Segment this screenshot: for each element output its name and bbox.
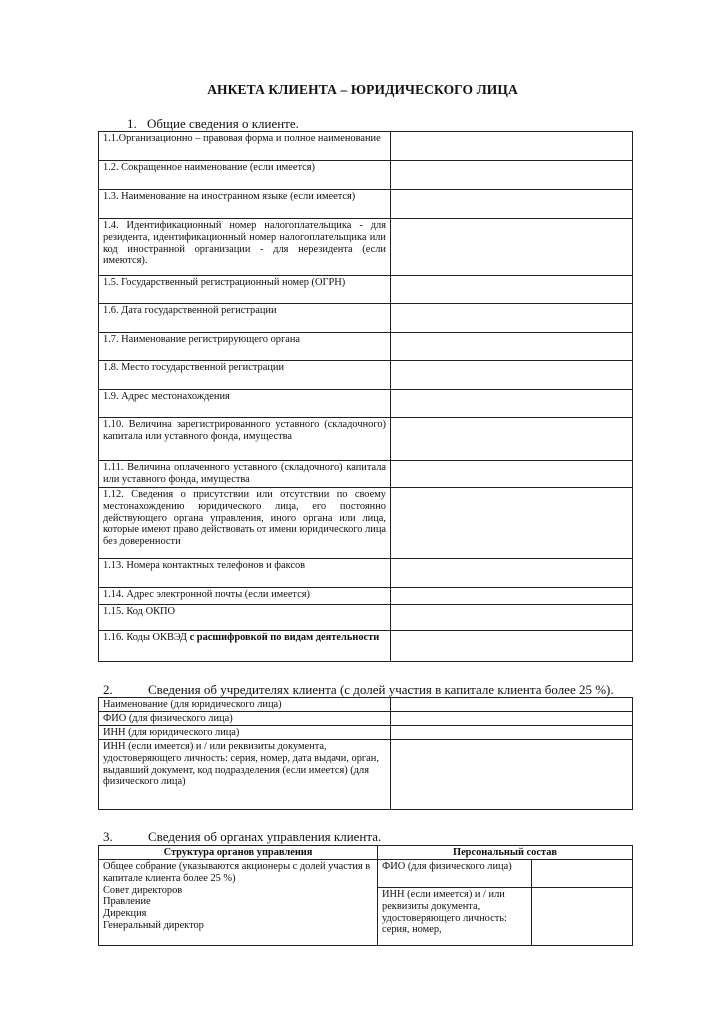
field-value-cell[interactable]	[391, 559, 633, 588]
table-row	[99, 740, 633, 810]
section1-number: 1.	[127, 116, 137, 131]
table-row	[99, 361, 633, 390]
field-value-cell[interactable]	[391, 726, 633, 740]
section3-number: 3.	[103, 829, 113, 844]
table-row	[99, 698, 633, 712]
section3-heading	[103, 829, 381, 845]
field-value-cell[interactable]	[391, 361, 633, 390]
field-label: Наименование (для юридического лица)	[99, 698, 391, 712]
table-row	[99, 304, 633, 333]
person-fio-label: ФИО (для физического лица)	[378, 860, 532, 888]
field-label: 1.8. Место государственной регистрации	[99, 361, 391, 390]
table-row	[99, 631, 633, 662]
column-header-personnel: Персональный состав	[378, 846, 633, 860]
table-row	[99, 190, 633, 219]
table-row	[99, 276, 633, 304]
table-header-row	[99, 846, 633, 860]
field-label: 1.14. Адрес электронной почты (если имеется)	[99, 588, 391, 605]
field-value-cell[interactable]	[391, 161, 633, 190]
general-meeting-label: Общее собрание (указываются акционеры с долей участия в капитале клиента более 25 %)	[103, 861, 371, 884]
section2-number: 2.	[103, 682, 113, 697]
management-bodies-cell	[99, 860, 378, 946]
okved-label-bold: с расшифровкой по видам деятельности	[189, 632, 380, 643]
section2-title: Сведения об учредителях клиента (с долей участия в капитале клиента более 25 %).	[148, 682, 614, 697]
management-board-label: Правление	[103, 896, 151, 908]
field-label: 1.5. Государственный регистрационный номер (ОГРН)	[99, 276, 391, 304]
section3-title: Сведения об органах управления клиента.	[148, 829, 382, 844]
field-value-cell[interactable]	[391, 219, 633, 276]
table-row	[99, 333, 633, 361]
table-row	[99, 390, 633, 418]
field-label: 1.4. Идентификационный номер налогоплательщика - для резидента, идентификационный номер налогоплательщика или код иностранной организации - для нерезидента (если имеются).	[99, 219, 391, 276]
table-row	[99, 559, 633, 588]
table-row	[99, 726, 633, 740]
field-value-cell[interactable]	[532, 888, 633, 946]
table-row	[99, 418, 633, 461]
field-value-cell[interactable]	[391, 304, 633, 333]
field-label: ИНН (если имеется) и / или реквизиты документа, удостоверяющего личность: серия, номер, дата выдачи, орган, выдавший документ, код подразделения (если имеется) (для физического лица)	[99, 740, 391, 810]
field-value-cell[interactable]	[391, 631, 633, 662]
column-header-structure: Структура органов управления	[99, 846, 378, 860]
section1-heading	[127, 116, 299, 132]
field-value-cell[interactable]	[391, 605, 633, 631]
field-label: 1.3. Наименование на иностранном языке (если имеется)	[99, 190, 391, 219]
okved-label: 1.16. Коды ОКВЭД	[103, 632, 190, 643]
field-value-cell[interactable]	[391, 390, 633, 418]
field-value-cell[interactable]	[532, 860, 633, 888]
general-info-table	[98, 131, 633, 662]
field-label: 1.15. Код ОКПО	[99, 605, 391, 631]
field-value-cell[interactable]	[391, 588, 633, 605]
board-of-directors-label: Совет директоров	[103, 884, 183, 896]
field-value-cell[interactable]	[391, 333, 633, 361]
field-value-cell[interactable]	[391, 740, 633, 810]
field-value-cell[interactable]	[391, 132, 633, 161]
table-row	[99, 588, 633, 605]
founders-table	[98, 697, 633, 810]
field-value-cell[interactable]	[391, 698, 633, 712]
table-row	[99, 219, 633, 276]
field-value-cell[interactable]	[391, 190, 633, 219]
field-label: 1.11. Величина оплаченного уставного (складочного) капитала или уставного фонда, имущества	[99, 461, 391, 488]
field-value-cell[interactable]	[391, 488, 633, 559]
field-label: 1.12. Сведения о присутствии или отсутствии по своему местонахождению юридического лица, его постоянно действующего органа управления, иного органа или лица, которые имеют право действовать от имени юридического лица без доверенности	[99, 488, 391, 559]
section1-title: Общие сведения о клиенте.	[147, 116, 299, 131]
directorate-label: Дирекция	[103, 908, 147, 920]
person-inn-label: ИНН (если имеется) и / или реквизиты документа, удостоверяющего личность: серия, номер,	[378, 888, 532, 946]
field-label: 1.13. Номера контактных телефонов и факсов	[99, 559, 391, 588]
field-label: 1.2. Сокращенное наименование (если имеется)	[99, 161, 391, 190]
field-value-cell[interactable]	[391, 276, 633, 304]
field-label-okved	[99, 631, 391, 662]
field-label: 1.6. Дата государственной регистрации	[99, 304, 391, 333]
field-label: 1.10. Величина зарегистрированного уставного (складочного) капитала или уставного фонда, имущества	[99, 418, 391, 461]
table-row	[99, 605, 633, 631]
table-row	[99, 461, 633, 488]
section2-heading	[103, 682, 614, 698]
page-title: АНКЕТА КЛИЕНТА – ЮРИДИЧЕСКОГО ЛИЦА	[207, 82, 518, 97]
table-row	[99, 860, 633, 888]
general-director-label: Генеральный директор	[103, 919, 204, 931]
field-label: 1.7. Наименование регистрирующего органа	[99, 333, 391, 361]
table-row	[99, 161, 633, 190]
field-label: ФИО (для физического лица)	[99, 712, 391, 726]
table-row	[99, 712, 633, 726]
field-label: 1.9. Адрес местонахождения	[99, 390, 391, 418]
field-label: 1.1.Организационно – правовая форма и полное наименование	[99, 132, 391, 161]
table-row	[99, 132, 633, 161]
field-label: ИНН (для юридического лица)	[99, 726, 391, 740]
field-value-cell[interactable]	[391, 712, 633, 726]
table-row	[99, 488, 633, 559]
field-value-cell[interactable]	[391, 461, 633, 488]
field-value-cell[interactable]	[391, 418, 633, 461]
management-table	[98, 845, 633, 946]
